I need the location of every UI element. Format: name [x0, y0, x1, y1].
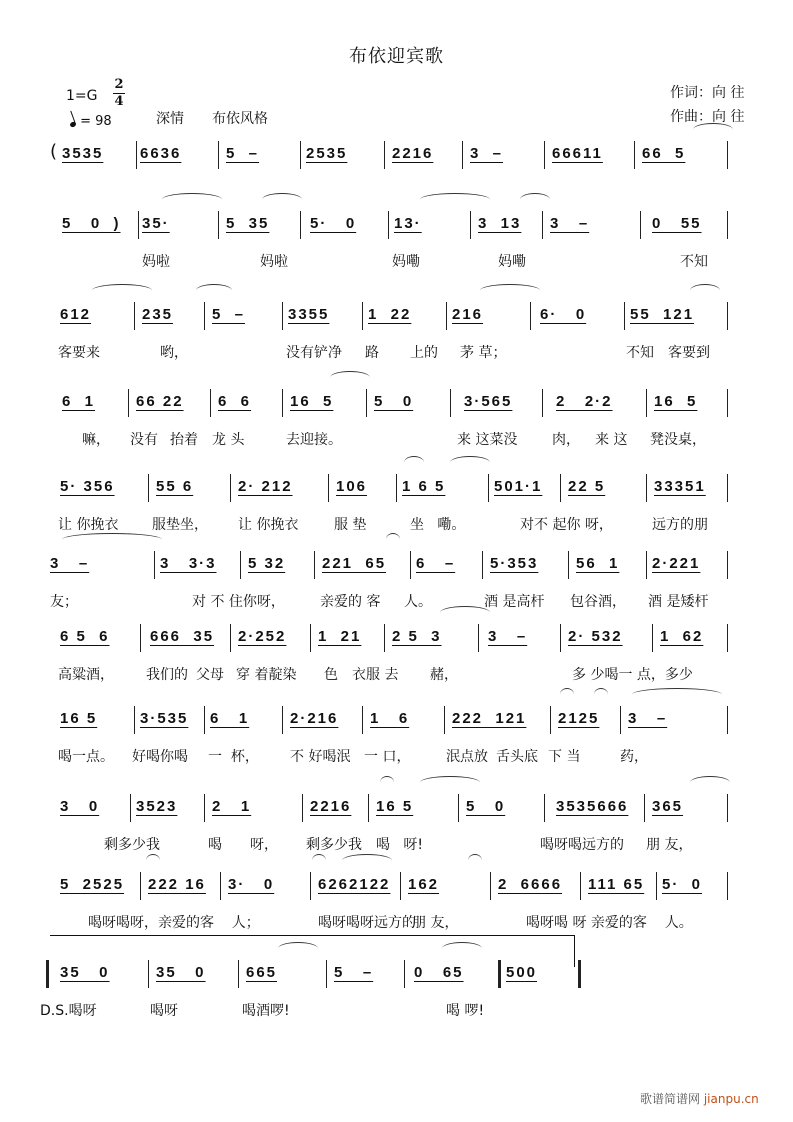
barline: [366, 389, 367, 417]
barline: [462, 141, 463, 169]
measure-notes: 13·: [394, 215, 422, 232]
lyric-text: 服 垫: [334, 517, 367, 533]
lyric-text: 朋 友，: [646, 837, 693, 853]
slur-mark: [693, 123, 733, 136]
lyric-text: 凳没桌，: [650, 432, 706, 448]
lyric-text: 色: [324, 667, 338, 683]
measure-notes: 106: [336, 478, 368, 495]
barline: [727, 872, 728, 900]
lyric-text: 喝: [208, 837, 222, 853]
lyric-text: 喝呀: [150, 1003, 178, 1019]
time-signature-bottom: 4: [114, 94, 124, 109]
lyric-text: 喝呀喝呀，亲爱的客 人；: [88, 915, 260, 931]
measure-notes: 2·252: [238, 628, 287, 645]
slur-mark: [450, 456, 490, 469]
barline: [396, 474, 397, 502]
barline: [727, 302, 728, 330]
barline: [204, 706, 205, 734]
measure-notes: 2535: [306, 145, 348, 162]
measure-notes: 3·565: [464, 393, 513, 410]
lyric-text: 好喝你喝: [132, 749, 188, 765]
barline: [646, 551, 647, 579]
barline: [727, 551, 728, 579]
measure-notes: 5· 0: [310, 215, 357, 232]
measure-notes: 6 1: [62, 393, 96, 410]
barline: [400, 872, 401, 900]
barline: [140, 624, 141, 652]
barline: [580, 872, 581, 900]
barline: [656, 872, 657, 900]
lyric-text: 穿 着靛染: [236, 667, 297, 683]
lyric-text: 服垫坐，: [152, 517, 208, 533]
measure-notes: 0 55: [652, 215, 702, 232]
lyric-text: 来 这: [595, 432, 628, 448]
slur-mark: [520, 193, 550, 206]
lyric-text: 让 你挽衣: [238, 517, 299, 533]
barline: [646, 474, 647, 502]
lyric-text: 没有: [130, 432, 158, 448]
repeat-barline: [46, 960, 49, 988]
barline: [404, 960, 405, 988]
barline: [136, 141, 137, 169]
barline: [218, 211, 219, 239]
measure-notes: 5 –: [226, 145, 260, 162]
lyric-text: 来 这菜没: [457, 432, 518, 448]
lyric-text: 客要到: [668, 345, 710, 361]
barline: [140, 872, 141, 900]
barline: [204, 302, 205, 330]
watermark-url: jianpu.cn: [703, 1092, 759, 1106]
lyric-text: 我们的: [146, 667, 188, 683]
measure-notes: 2125: [558, 710, 600, 727]
lyric-text: 路: [365, 345, 379, 361]
measure-notes: 2 6666: [498, 876, 563, 893]
barline: [640, 211, 641, 239]
measure-notes: 3355: [288, 306, 330, 323]
barline: [128, 389, 129, 417]
slur-mark: [480, 284, 540, 297]
slur-mark: [594, 688, 608, 701]
barline: [544, 794, 545, 822]
lyric-text: 友；: [50, 594, 78, 610]
expression-style: 布依风格: [212, 111, 268, 127]
expression-mood: 深情: [156, 111, 184, 127]
slur-mark: [404, 456, 424, 469]
lyric-text: 喝呀喝 呀 亲爱的客 人。: [526, 915, 693, 931]
barline: [218, 141, 219, 169]
measure-notes: 221 65: [322, 555, 387, 572]
measure-notes: 55 6: [156, 478, 194, 495]
measure-notes: 16 5: [60, 710, 98, 727]
barline: [134, 302, 135, 330]
measure-notes: 35 0: [60, 964, 110, 981]
measure-notes: 5 35: [226, 215, 270, 232]
barline: [130, 794, 131, 822]
time-signature: [113, 78, 125, 109]
barline: [624, 302, 625, 330]
lyric-text: 坐 嘞。: [410, 517, 466, 533]
barline: [542, 389, 543, 417]
barline: [727, 624, 728, 652]
measure-notes: 612: [60, 306, 92, 323]
barline: [302, 794, 303, 822]
measure-notes: 5 32: [248, 555, 286, 572]
measure-notes: 5 2525: [60, 876, 125, 893]
lyric-text: 妈嘞: [392, 254, 420, 270]
lyric-text: 泯点放: [446, 749, 488, 765]
measure-notes: 2216: [392, 145, 434, 162]
lyric-text: 高粱酒，: [58, 667, 114, 683]
measure-notes: 5 –: [334, 964, 374, 981]
slur-mark: [196, 284, 232, 297]
barline: [727, 141, 728, 169]
tempo-value: = 98: [80, 114, 112, 129]
slur-mark: [690, 284, 720, 297]
barline: [282, 389, 283, 417]
measure-notes: 6 6: [218, 393, 252, 410]
measure-notes: 55 121: [630, 306, 695, 323]
composer-credit: 作曲：向 往: [670, 109, 745, 125]
measure-notes: 2·216: [290, 710, 339, 727]
lyric-text: 不 好喝泯: [290, 749, 351, 765]
watermark-site: 歌谱简谱网: [640, 1092, 701, 1106]
barline: [282, 706, 283, 734]
barline: [282, 302, 283, 330]
measure-notes: 5 –: [212, 306, 246, 323]
measure-notes: 16 5: [376, 798, 414, 815]
measure-notes: 3 0: [60, 798, 100, 815]
measure-notes: 66 5: [642, 145, 686, 162]
barline: [362, 302, 363, 330]
barline: [490, 872, 491, 900]
measure-notes: 1 21: [318, 628, 362, 645]
measure-notes: 665: [246, 964, 278, 981]
lyric-text: D.S.喝呀: [40, 1003, 97, 1019]
measure-notes: 3 –: [470, 145, 504, 162]
lyric-text: 剩多少我: [306, 837, 362, 853]
lyric-text: 不知: [626, 345, 654, 361]
lyric-text: 对不 起你 呀，: [520, 517, 613, 533]
lyric-text: 去迎接。: [286, 432, 342, 448]
measure-notes: 1 6 5: [402, 478, 446, 495]
lyric-text: 喝 啰!: [446, 1003, 485, 1019]
tempo-marking: [70, 114, 112, 129]
measure-notes: 6262122: [318, 876, 391, 893]
measure-notes: 3535: [62, 145, 104, 162]
measure-notes: 1 22: [368, 306, 412, 323]
barline: [314, 551, 315, 579]
lyric-text: 肉，: [552, 432, 580, 448]
lyric-text: 茅 草；: [460, 345, 507, 361]
slur-mark: [312, 854, 326, 867]
barline: [210, 389, 211, 417]
slur-mark: [262, 193, 302, 206]
barline: [542, 211, 543, 239]
lyric-text: 亲爱的 客: [320, 594, 381, 610]
measure-notes: 2· 212: [238, 478, 293, 495]
barline: [410, 551, 411, 579]
barline: [300, 211, 301, 239]
quarter-note-icon: [69, 121, 76, 128]
barline: [544, 141, 545, 169]
measure-notes: 66611: [552, 145, 603, 162]
measure-notes: 222 16: [148, 876, 206, 893]
barline: [458, 794, 459, 822]
intro-open-paren: (: [50, 141, 58, 162]
measure-notes: 2·221: [652, 555, 701, 572]
measure-notes: 3 3·3: [160, 555, 217, 572]
lyric-text: 不知: [680, 254, 708, 270]
barline: [388, 211, 389, 239]
barline: [634, 141, 635, 169]
measure-notes: 3·535: [140, 710, 189, 727]
measure-notes: 6· 0: [540, 306, 587, 323]
measure-notes: 35·: [142, 215, 170, 232]
lyric-text: 包谷酒，: [570, 594, 626, 610]
barline: [328, 474, 329, 502]
measure-notes: 16 5: [654, 393, 698, 410]
measure-notes: 111 65: [588, 876, 645, 893]
measure-notes: 365: [652, 798, 684, 815]
lyric-text: 妈嘞: [498, 254, 526, 270]
barline: [362, 706, 363, 734]
lyric-text: 抬着: [170, 432, 198, 448]
volta-bracket-line: [50, 935, 575, 936]
barline: [138, 211, 139, 239]
volta-bracket-end: [574, 935, 575, 967]
measure-notes: 3· 0: [228, 876, 275, 893]
measure-notes: 2 1: [212, 798, 252, 815]
lyric-text: 下 当: [548, 749, 581, 765]
measure-notes: 6 –: [416, 555, 456, 572]
lyric-text: 龙 头: [212, 432, 245, 448]
lyric-text: 让 你挽衣: [58, 517, 119, 533]
barline: [727, 706, 728, 734]
measure-notes: 33351: [654, 478, 706, 495]
measure-notes: 0 65: [414, 964, 464, 981]
slur-mark: [468, 854, 482, 867]
slur-mark: [278, 942, 318, 955]
measure-notes: 16 5: [290, 393, 334, 410]
watermark: [640, 1090, 759, 1107]
measure-notes: 5·353: [490, 555, 539, 572]
lyric-text: 药，: [620, 749, 648, 765]
barline: [568, 551, 569, 579]
measure-notes: 3 –: [550, 215, 590, 232]
measure-notes: 2 2·2: [556, 393, 613, 410]
barline: [238, 960, 239, 988]
lyric-text: 剩多少我: [104, 837, 160, 853]
barline: [560, 474, 561, 502]
barline: [620, 706, 621, 734]
lyric-text: 嘛，: [82, 432, 110, 448]
measure-notes: 3 –: [488, 628, 528, 645]
barline: [134, 706, 135, 734]
barline: [446, 302, 447, 330]
barline: [652, 624, 653, 652]
song-title: 布依迎宾歌: [349, 46, 444, 67]
barline: [384, 624, 385, 652]
barline: [727, 474, 728, 502]
measure-notes: 6 5 6: [60, 628, 110, 645]
barline: [230, 624, 231, 652]
barline: [148, 474, 149, 502]
barline: [727, 389, 728, 417]
measure-notes: 6 1: [210, 710, 250, 727]
lyric-text: 一 杯，: [208, 749, 259, 765]
measure-notes: 3535666: [556, 798, 629, 815]
lyric-text: 喝呀喝呀远方的: [318, 915, 416, 931]
lyric-text: 喝呀喝远方的: [540, 837, 624, 853]
measure-notes: 5· 0: [662, 876, 703, 893]
slur-mark: [162, 193, 222, 206]
slur-mark: [62, 533, 162, 546]
measure-notes: 1 6: [370, 710, 410, 727]
lyric-text: 酒 是高杆: [484, 594, 545, 610]
barline: [646, 389, 647, 417]
measure-notes: 216: [452, 306, 484, 323]
slur-mark: [330, 371, 370, 384]
barline: [644, 794, 645, 822]
barline: [727, 794, 728, 822]
lyric-text: 远方的朋: [652, 517, 708, 533]
measure-notes: 2216: [310, 798, 352, 815]
lyricist-credit: 作词：向 往: [670, 85, 745, 101]
barline: [560, 624, 561, 652]
slur-mark: [440, 606, 490, 619]
lyric-text: 多 少喝一 点，多少: [572, 667, 693, 683]
key-signature: 1=G: [66, 88, 98, 104]
measure-notes: 222 121: [452, 710, 527, 727]
lyric-text: 妈啦: [260, 254, 288, 270]
barline: [384, 141, 385, 169]
measure-notes: 5 0: [466, 798, 506, 815]
barline: [310, 872, 311, 900]
measure-notes: 3 –: [50, 555, 90, 572]
lyric-text: 哟，: [160, 345, 188, 361]
slur-mark: [690, 776, 730, 789]
barline: [220, 872, 221, 900]
measure-notes: 56 1: [576, 555, 620, 572]
lyric-text: 酒 是矮杆: [648, 594, 709, 610]
barline: [727, 211, 728, 239]
measure-notes: 3523: [136, 798, 178, 815]
lyric-text: 上的: [410, 345, 438, 361]
measure-notes: 162: [408, 876, 440, 893]
barline: [368, 794, 369, 822]
lyric-text: 舌头底: [496, 749, 538, 765]
lyric-text: 对 不 住你呀，: [192, 594, 285, 610]
barline: [300, 141, 301, 169]
measure-notes: 2 5 3: [392, 628, 442, 645]
slur-mark: [442, 942, 482, 955]
lyric-text: 喝一点。: [58, 749, 114, 765]
barline: [240, 551, 241, 579]
lyric-text: 赭，: [430, 667, 458, 683]
measure-notes: 1 62: [660, 628, 704, 645]
measure-notes: 666 35: [150, 628, 215, 645]
measure-notes: 2· 532: [568, 628, 623, 645]
barline: [204, 794, 205, 822]
measure-notes: 501·1: [494, 478, 543, 495]
slur-mark: [632, 688, 722, 701]
lyric-text: 妈啦: [142, 254, 170, 270]
measure-notes: 500: [506, 964, 538, 981]
measure-notes: 5 0 ): [62, 215, 121, 232]
lyric-text: 客要来: [58, 345, 100, 361]
measure-notes: 5 0: [374, 393, 414, 410]
lyric-text: 呀，: [250, 837, 278, 853]
barline: [478, 624, 479, 652]
barline: [498, 960, 501, 988]
barline: [470, 211, 471, 239]
lyric-text: 没有铲净: [286, 345, 342, 361]
measure-notes: 66 22: [136, 393, 184, 410]
lyric-text: 喝酒啰!: [242, 1003, 290, 1019]
barline: [148, 960, 149, 988]
slur-mark: [342, 854, 392, 867]
barline: [488, 474, 489, 502]
barline: [482, 551, 483, 579]
barline: [444, 706, 445, 734]
measure-notes: 235: [142, 306, 174, 323]
barline: [326, 960, 327, 988]
measure-notes: 3 13: [478, 215, 522, 232]
slur-mark: [386, 533, 400, 546]
measure-notes: 3 –: [628, 710, 668, 727]
time-signature-top: 2: [114, 77, 124, 92]
measure-notes: 6636: [140, 145, 182, 162]
measure-notes: 5· 356: [60, 478, 115, 495]
slur-mark: [380, 776, 394, 789]
barline: [154, 551, 155, 579]
measure-notes: 22 5: [568, 478, 606, 495]
slur-mark: [420, 776, 480, 789]
slur-mark: [146, 854, 160, 867]
lyric-text: 衣服 去: [352, 667, 399, 683]
slur-mark: [92, 284, 152, 297]
measure-notes: 35 0: [156, 964, 206, 981]
slur-mark: [560, 688, 574, 701]
barline: [230, 474, 231, 502]
barline: [310, 624, 311, 652]
lyric-text: 朋 友，: [412, 915, 459, 931]
barline: [550, 706, 551, 734]
lyric-text: 人。: [404, 594, 432, 610]
lyric-text: 父母: [196, 667, 224, 683]
barline: [530, 302, 531, 330]
barline: [450, 389, 451, 417]
lyric-text: 一 口，: [364, 749, 411, 765]
lyric-text: 喝 呀!: [376, 837, 423, 853]
final-barline: [578, 960, 581, 988]
slur-mark: [420, 193, 490, 206]
